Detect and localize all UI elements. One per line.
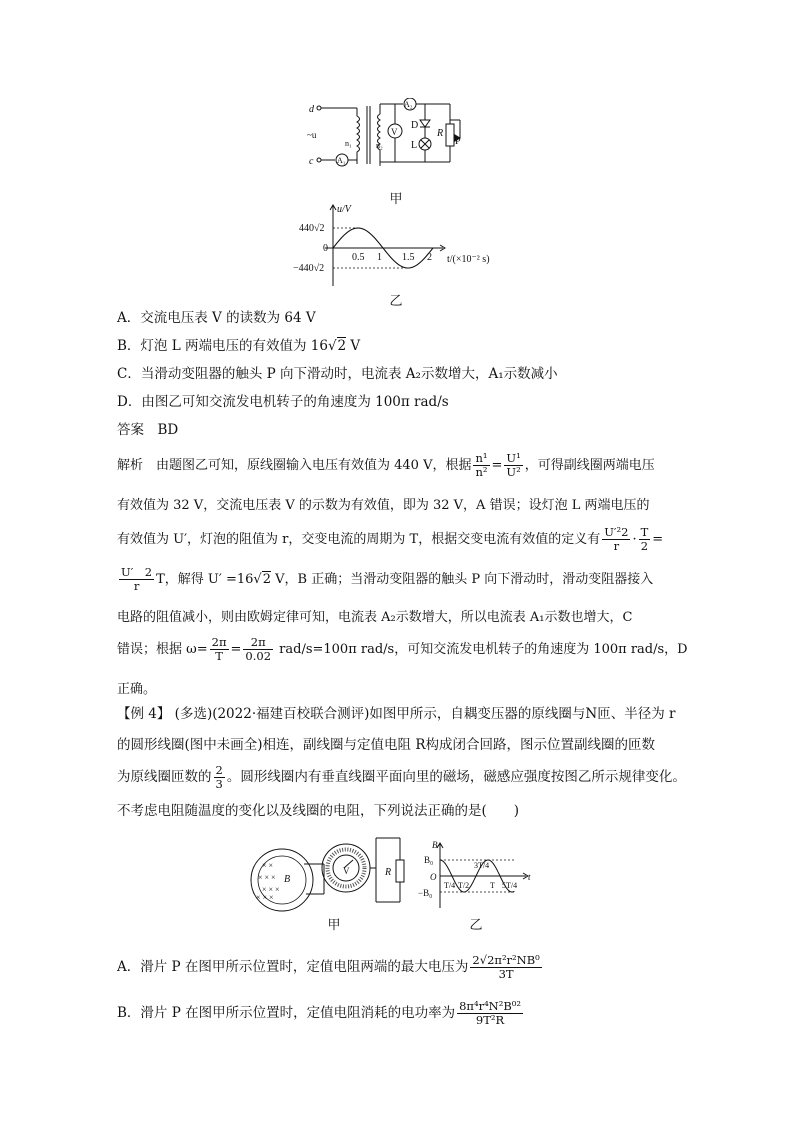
label-v-coil: V xyxy=(343,866,350,876)
label-r: R xyxy=(437,128,444,139)
solution-text: 解析 由题图乙可知，原线圈输入电压有效值为 440 V，根据 xyxy=(117,458,472,473)
frac-numerator: T xyxy=(640,525,649,539)
frac-denominator: 9T²R xyxy=(475,1013,505,1027)
figure3-right-caption: 乙 xyxy=(469,918,483,933)
solution-line-5: 电路的阻值减小，则由欧姆定律可知，电流表 A₂示数增大，所以电流表 A₁示数也增大，C xyxy=(117,610,633,625)
solution-line-1 xyxy=(117,452,655,479)
option-c: C．当滑动变阻器的触头 P 向下滑动时，电流表 A₂示数增大，A₁示数减小 xyxy=(117,366,558,382)
solution-text: rad/s=100π rad/s，可知交流发电机转子的角速度为 100π rad/s，D xyxy=(275,642,688,657)
label-d: d xyxy=(309,104,314,115)
example4-text: 。圆形线圈内有垂直线圈平面向里的磁场，磁感应强度按图乙所示规律变化。 xyxy=(226,769,686,785)
option2-b xyxy=(117,1000,525,1027)
y-axis-label: u/V xyxy=(337,204,351,215)
frac-denominator: r xyxy=(613,539,620,553)
frac-denominator: U² xyxy=(506,465,521,479)
label-c: c xyxy=(309,156,314,167)
equals: = xyxy=(491,458,503,473)
x-tick-label: 1 xyxy=(377,252,382,263)
x-tick-label: 0.5 xyxy=(352,252,365,263)
option2-a-text: A．滑片 P 在图甲所示位置时，定值电阻两端的最大电压为 xyxy=(117,959,469,975)
svg-text:× × ×: × × × xyxy=(256,893,274,902)
b-field-chart xyxy=(418,838,538,910)
option2-b-text: B．滑片 P 在图甲所示位置时，定值电阻消耗的电功率为 xyxy=(117,1005,456,1021)
b0-label: B₀ xyxy=(424,855,434,865)
answer: 答案 BD xyxy=(117,422,179,438)
solution-line-7: 正确。 xyxy=(117,682,157,697)
label-b-field: B xyxy=(284,874,291,885)
solution-line-2: 有效值为 32 V，交流电压表 V 的示数为有效值，即为 32 V，A 错误；设灯泡 L 两端电压的 xyxy=(117,498,650,513)
tick-t2: T/2 xyxy=(458,881,470,890)
label-d-diode: D xyxy=(411,120,419,131)
label-r-fig3: R xyxy=(385,867,392,878)
option-b-radicand: 2 xyxy=(337,338,347,354)
solution-line-3: 有效值为 U′，灯泡的阻值为 r，交变电流的周期为 T，根据交变电流有效值的定义有 $\frac{\text{U′²2}}{r}$ · $\frac{T}{2}$ = xyxy=(117,525,664,553)
svg-text:× × ×: × × × xyxy=(262,885,280,894)
solution-text: 错误；根据 ω= xyxy=(117,642,208,657)
frac-numerator: 8π⁴r⁴N²B⁰² xyxy=(459,999,522,1013)
equals: = xyxy=(652,532,664,547)
frac-denominator: 2 xyxy=(640,539,649,553)
example4-line-4: 不考虑电阻随温度的变化以及线圈的电阻，下列说法正确的是( ) xyxy=(117,803,520,819)
label-a2: A₂ xyxy=(404,100,413,109)
solution-line-6 xyxy=(117,636,688,663)
label-n2: n₂ xyxy=(376,141,383,150)
solution-text: V，B 正确；当滑动变阻器的触头 P 向下滑动时，滑动变阻器接入 xyxy=(270,572,654,587)
frac-numerator: 2π xyxy=(211,635,227,649)
example4-line-1: 【例 4】 (多选)(2022·福建百校联合测评)如图甲所示，自耦变压器的原线圈与N匝、半径为 r xyxy=(117,706,676,722)
t-axis-label: t xyxy=(528,872,531,882)
y-tick-bottom: −440√2 xyxy=(293,263,325,274)
voltage-sine-chart xyxy=(285,200,515,288)
tick-t: T xyxy=(490,881,495,890)
frac-numerator: 2π xyxy=(243,636,273,650)
frac-numerator: 2 xyxy=(215,763,223,777)
option-b-text: B．灯泡 L 两端电压的有效值为 16 xyxy=(117,338,328,354)
label-n1: n₁ xyxy=(345,139,352,148)
svg-text:× × ×: × × × xyxy=(258,873,276,882)
neg-b0-label: −B₀ xyxy=(418,888,433,898)
option-d: D．由图乙可知交流发电机转子的角速度为 100π rad/s xyxy=(117,394,449,410)
origin-label: O xyxy=(430,872,437,882)
autotransformer-diagram xyxy=(248,834,418,916)
solution-text: ，可得副线圈两端电压 xyxy=(524,458,655,473)
frac-numerator: 2√2π²r²NB⁰ xyxy=(472,953,540,967)
x-tick-label: 1.5 xyxy=(402,252,415,263)
figure2-caption: 乙 xyxy=(389,294,403,309)
y-tick-top: 440√2 xyxy=(299,223,325,234)
label-a1: A₁ xyxy=(337,156,346,165)
solution-text: 有效值为 U′，灯泡的阻值为 r，交变电流的周期为 T，根据交变电流有效值的定义有 xyxy=(117,532,601,547)
label-p: P xyxy=(455,136,461,147)
tick-t4: T/4 xyxy=(444,881,456,890)
transformer-circuit-diagram xyxy=(305,98,465,186)
figure1-caption: 甲 xyxy=(389,192,403,207)
frac-denominator: 3T xyxy=(498,967,514,981)
x-tick-label: 2 xyxy=(427,252,432,263)
tick-5t4: 5T/4 xyxy=(502,881,518,890)
option-b: B．灯泡 L 两端电压的有效值为 16√2 V xyxy=(117,338,361,354)
label-v: V xyxy=(391,127,398,137)
frac-numerator: U′ 2 xyxy=(121,565,153,579)
example4-line-3 xyxy=(117,764,686,791)
frac-denominator: T xyxy=(215,649,223,663)
b-axis-label: B xyxy=(432,840,438,850)
frac-numerator: U¹ xyxy=(506,451,521,465)
frac-numerator: n¹ xyxy=(475,451,488,465)
solution-line-4: $\frac{U' 2}{r}$ T，解得 U′ =16√2 V，B 正确；当滑动变阻器的触头 P 向下滑动时，滑动变阻器接入 xyxy=(121,565,654,593)
frac-denominator: 3 xyxy=(215,777,223,791)
option-b-unit: V xyxy=(346,338,361,354)
svg-text:× ×: × × xyxy=(262,861,274,870)
x-axis-label: t/(×10⁻² s) xyxy=(447,254,490,265)
frac-denominator: r xyxy=(133,579,140,593)
label-l: L xyxy=(411,140,418,151)
frac-denominator: n² xyxy=(475,465,488,479)
figure3-left-caption: 甲 xyxy=(327,918,341,933)
label-u: ~u xyxy=(307,130,317,140)
equals: = xyxy=(230,642,242,657)
example4-text: 为原线圈匝数的 xyxy=(117,769,212,785)
y-tick-zero: 0 xyxy=(323,243,328,254)
option2-a xyxy=(117,954,544,981)
frac-denominator: 0.02 xyxy=(245,649,272,663)
frac-numerator: U′²2 xyxy=(604,525,629,539)
tick-3t4: 3T/4 xyxy=(474,861,490,870)
solution-text: T，解得 U′ =16 xyxy=(156,572,254,587)
example4-line-2: 的圆形线圈(图中未画全)相连，副线圈与定值电阻 R构成闭合回路，图示位置副线圈的匝数 xyxy=(117,737,655,753)
option-a: A．交流电压表 V 的读数为 64 V xyxy=(117,310,316,326)
radicand: 2 xyxy=(262,572,271,587)
